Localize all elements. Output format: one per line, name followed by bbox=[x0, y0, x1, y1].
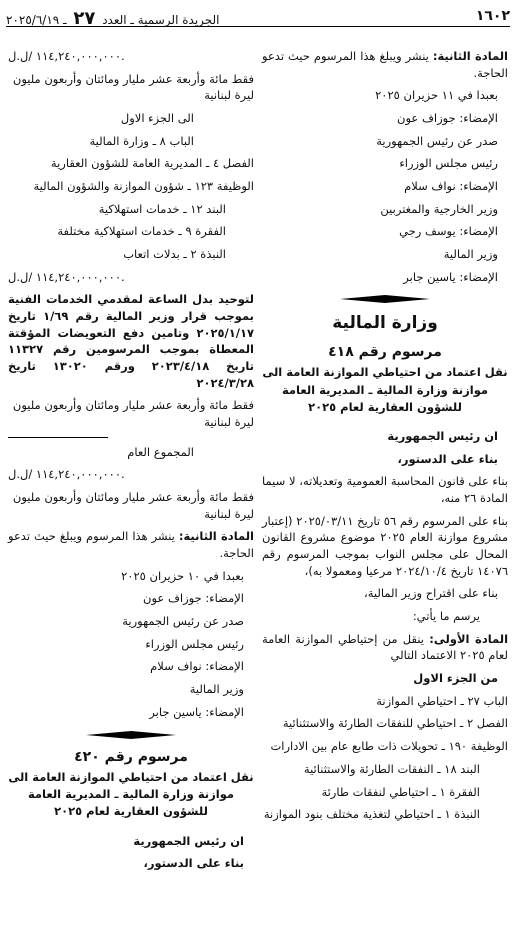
budget-section: الفصل ٢ ـ احتياطي للنفقات الطارئة والاستثنائية bbox=[282, 716, 508, 731]
preamble-law: بناء على قانون المحاسبة العمومية وتعديلاته، لا سيما المادة ٢٦ منه، bbox=[262, 474, 508, 506]
signature-finance-minister: الإمضاء: ياسين جابر bbox=[149, 704, 244, 719]
amount-line: ١١٤,٢٤٠,٠٠٠,٠٠٠ /ل.ل. bbox=[8, 49, 125, 63]
target-function: الوظيفة ١٢٣ ـ شؤون الموازنة والشؤون المالية bbox=[33, 179, 254, 194]
target-item: البند ١٢ ـ خدمات استهلاكية bbox=[98, 201, 226, 216]
target-subparagraph: النبذة ٢ ـ بدلات اتعاب bbox=[123, 247, 226, 262]
decrees-line: يرسم ما يأتي: bbox=[412, 609, 480, 624]
target-section: الفصل ٤ ـ المديرية العامة للشؤون العقارية bbox=[50, 156, 254, 171]
grand-total-amount: ١١٤,٢٤٠,٠٠٠,٠٠٠ /ل.ل. bbox=[8, 467, 125, 482]
issue-info bbox=[6, 6, 220, 32]
foreign-minister-title: وزير الخارجية والمغتربين bbox=[380, 201, 498, 216]
pm-title: رئيس مجلس الوزراء bbox=[145, 636, 244, 651]
signature-pm: الإمضاء: نواف سلام bbox=[404, 179, 498, 194]
budget-chapter: الباب ٢٧ ـ احتياطي الموازنة bbox=[376, 693, 508, 708]
budget-subparagraph: النبذة ١ ـ احتياطي لتغذية مختلف بنود الموازنة bbox=[263, 807, 480, 822]
issued-by: صدر عن رئيس الجمهورية bbox=[376, 133, 498, 148]
preamble-constitution: بناء على الدستور، bbox=[143, 856, 244, 871]
decree-number: مرسوم رقم ٤٢٠ bbox=[74, 748, 188, 765]
issue-prefix: الجريدة الرسمية ـ العدد bbox=[102, 13, 220, 27]
signature-president: الإمضاء: جوزاف عون bbox=[397, 111, 498, 126]
right-column bbox=[262, 48, 508, 829]
preamble-decree: بناء على المرسوم رقم ٥٦ تاريخ ٢٠٢٥/٠٣/١١ (إعتبار مشروع موازنة العام ٢٠٢٥ موضوع مشروع القانون المحال على مجلس النواب بموجب المرسوم رقم ١٤٠٧٦ تاريخ ٢٠٢٤/١٠/٤ مرعيا ومعمولا به)، bbox=[262, 513, 508, 578]
issued-by: صدر عن رئيس الجمهورية bbox=[122, 614, 244, 629]
left-column bbox=[8, 48, 254, 878]
pm-title: رئيس مجلس الوزراء bbox=[399, 156, 498, 171]
budget-item: البند ١٨ ـ النفقات الطارئة والاستثنائية bbox=[303, 761, 480, 776]
preamble-proposal: بناء على اقتراح وزير المالية، bbox=[364, 586, 498, 601]
issue-number: ٢٧ bbox=[73, 8, 96, 29]
page-number: ١٦٠٢ bbox=[475, 8, 510, 24]
finance-minister-title: وزير المالية bbox=[443, 247, 498, 262]
preamble-constitution: بناء على الدستور، bbox=[397, 451, 498, 466]
amount-words: فقط مائة وأربعة عشر مليار ومائتان وأربعون مليون ليرة لبنانية bbox=[12, 398, 254, 430]
section-separator bbox=[86, 731, 176, 739]
part-heading: من الجزء الاول bbox=[413, 671, 498, 686]
decree-date: بعبدا في ١١ حزيران ٢٠٢٥ bbox=[375, 88, 498, 103]
finance-minister-title: وزير المالية bbox=[189, 682, 244, 697]
preamble-president: ان رئيس الجمهورية bbox=[133, 833, 244, 848]
decree-number: مرسوم رقم ٤١٨ bbox=[328, 344, 442, 361]
decree-title: نقل اعتماد من احتياطي الموازنة العامة الى موازنة وزارة المالية ـ المديرية العامة للشؤون العقارية لعام ٢٠٢٥ bbox=[262, 365, 508, 414]
issue-date: ـ ٢٠٢٥/٦/١٩ bbox=[6, 13, 67, 27]
preamble-president: ان رئيس الجمهورية bbox=[387, 429, 498, 444]
article-2 bbox=[262, 48, 508, 81]
allocation-purpose: لتوحيد بدل الساعة لمقدمي الخدمات الفنية بموجب قرار وزير المالية رقم ١/٦٩ تاريخ ٢٠٢٥/١/١٧ وتامين دفع التعويضات المؤقتة المعطاة بموجب المرسومين رقم ١١٣٢٧ تاريخ ٢٠٢٣/٤/١٨ ورقم ١٣٠٢٠ تاريخ ٢٠٢٤/٣/٢٨ bbox=[8, 292, 254, 390]
page-header bbox=[6, 4, 510, 27]
budget-paragraph: الفقرة ١ ـ احتياطي لنفقات طارئة bbox=[321, 784, 480, 799]
amount-line: ١١٤,٢٤٠,٠٠٠,٠٠٠ /ل.ل. bbox=[8, 269, 125, 284]
grand-total-label: المجموع العام bbox=[127, 444, 194, 459]
target-chapter: الباب ٨ ـ وزارة المالية bbox=[89, 133, 194, 148]
decree-title: نقل اعتماد من احتياطي الموازنة العامة الى موازنة وزارة المالية ـ المديرية العامة للشؤون العقارية لعام ٢٠٢٥ bbox=[8, 769, 254, 819]
article-1-text: ينقل من إحتياطي الموازنة العامة لعام ٢٠٢٥ الاعتماد التالي bbox=[262, 631, 508, 663]
article-2-text: ينشر هذا المرسوم ويبلغ حيث تدعو الحاجة. bbox=[8, 529, 254, 561]
article-2-label: المادة الثانية: bbox=[178, 529, 254, 544]
signature-foreign-minister: الإمضاء: يوسف رجي bbox=[399, 224, 498, 239]
article-2 bbox=[8, 528, 254, 561]
decree-date: بعبدا في ١٠ حزيران ٢٠٢٥ bbox=[121, 568, 244, 583]
signature-pm: الإمضاء: نواف سلام bbox=[150, 659, 244, 674]
ministry-heading: وزارة المالية bbox=[332, 313, 438, 334]
article-2-text: ينشر ويبلغ هذا المرسوم حيث تدعو الحاجة. bbox=[262, 49, 508, 80]
signature-finance-minister: الإمضاء: ياسين جابر bbox=[403, 269, 498, 284]
target-paragraph: الفقرة ٩ ـ خدمات استهلاكية مختلفة bbox=[57, 224, 226, 239]
budget-function: الوظيفة ١٩٠ ـ تحويلات ذات طابع عام بين الادارات bbox=[270, 739, 508, 754]
signature-president: الإمضاء: جوزاف عون bbox=[143, 591, 244, 606]
amount-words: فقط مائة وأربعة عشر مليار ومائتان وأربعون مليون ليرة لبنانية bbox=[12, 71, 254, 103]
article-1-label: المادة الأولى: bbox=[429, 631, 509, 646]
total-rule bbox=[8, 437, 108, 438]
section-separator bbox=[340, 295, 430, 303]
to-part-heading: الى الجزء الاول bbox=[120, 111, 194, 126]
amount-words: فقط مائة وأربعة عشر مليار ومائتان وأربعون مليون ليرة لبنانية bbox=[12, 490, 254, 521]
article-2-label: المادة الثانية: bbox=[432, 49, 508, 63]
article-1 bbox=[262, 631, 508, 664]
